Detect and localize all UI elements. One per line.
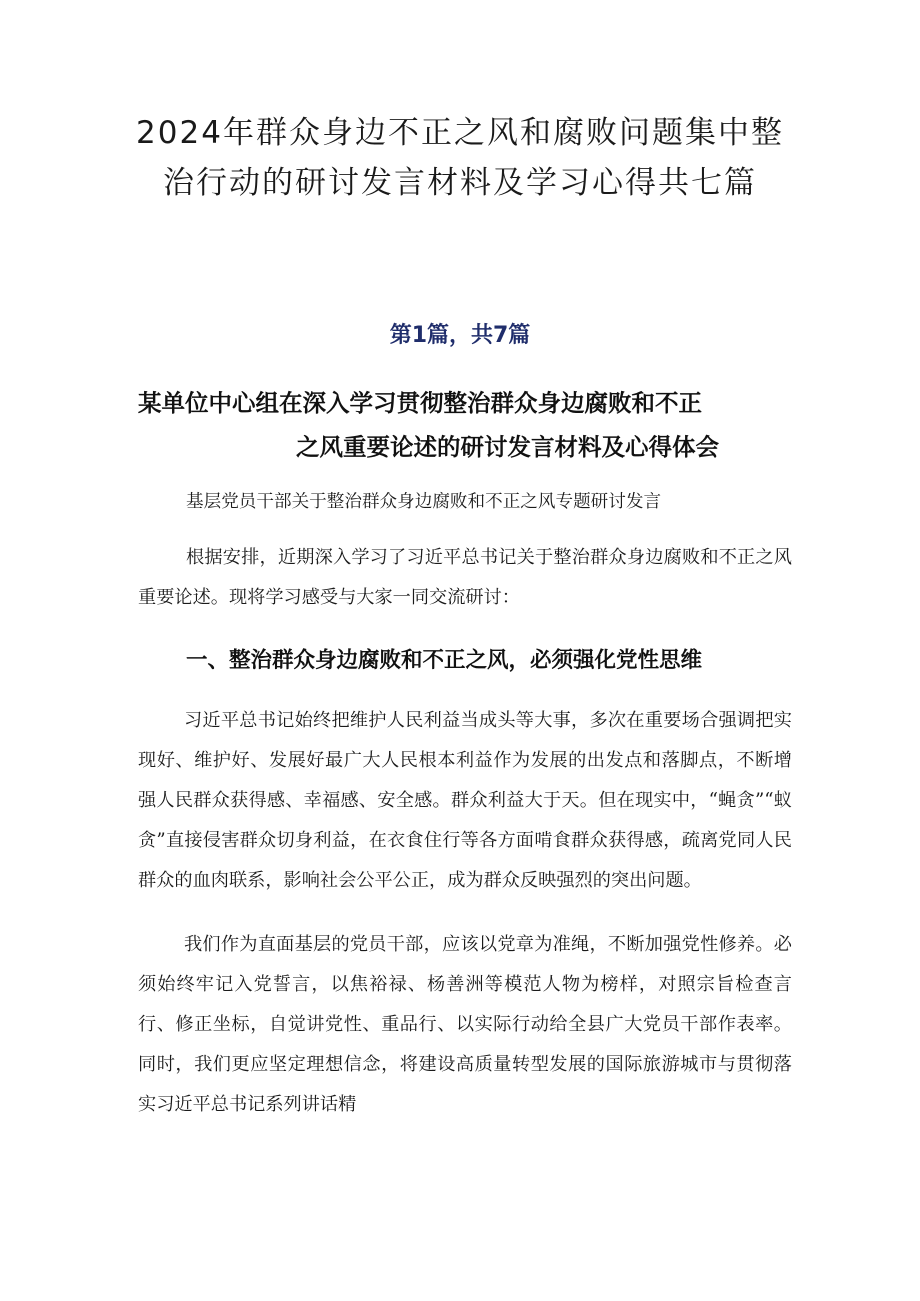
article-title [138,381,778,469]
section-heading: 一、整治群众身边腐败和不正之风，必须强化党性思维 [186,648,703,673]
article-title-line-1: 某单位中心组在深入学习贯彻整治群众身边腐败和不正 [138,389,702,417]
article-subtitle: 基层党员干部关于整治群众身边腐败和不正之风专题研讨发言 [186,492,662,512]
part-label: 第1篇，共7篇 [389,323,531,348]
intro-paragraph: 根据安排，近期深入学习了习近平总书记关于整治群众身边腐败和不正之风重要论述。现将学习感受与大家一同交流研讨： [138,547,792,608]
document-title: 2024年群众身边不正之风和腐败问题集中整治行动的研讨发言材料及学习心得共七篇 [136,115,784,201]
article-title-line-2: 之风重要论述的研讨发言材料及心得体会 [296,433,719,461]
body-paragraph-1: 习近平总书记始终把维护人民利益当成头等大事，多次在重要场合强调把实现好、维护好、发展好最广大人民根本利益作为发展的出发点和落脚点，不断增强人民群众获得感、幸福感、安全感。群众利益大于天。但在现实中，“蝇贪”“蚁贪”直接侵害群众切身利益，在衣食住行等各方面啃食群众获得感，疏离党同人民群众的血肉联系，影响社会公平公正，成为群众反映强烈的突出问题。 [138,710,792,891]
body-paragraph-2: 我们作为直面基层的党员干部，应该以党章为准绳，不断加强党性修养。必须始终牢记入党誓言，以焦裕禄、杨善洲等模范人物为榜样，对照宗旨检查言行、修正坐标，自觉讲党性、重品行、以实际行动给全县广大党员干部作表率。同时，我们更应坚定理想信念，将建设高质量转型发展的国际旅游城市与贯彻落实习近平总书记系列讲话精 [138,934,792,1115]
